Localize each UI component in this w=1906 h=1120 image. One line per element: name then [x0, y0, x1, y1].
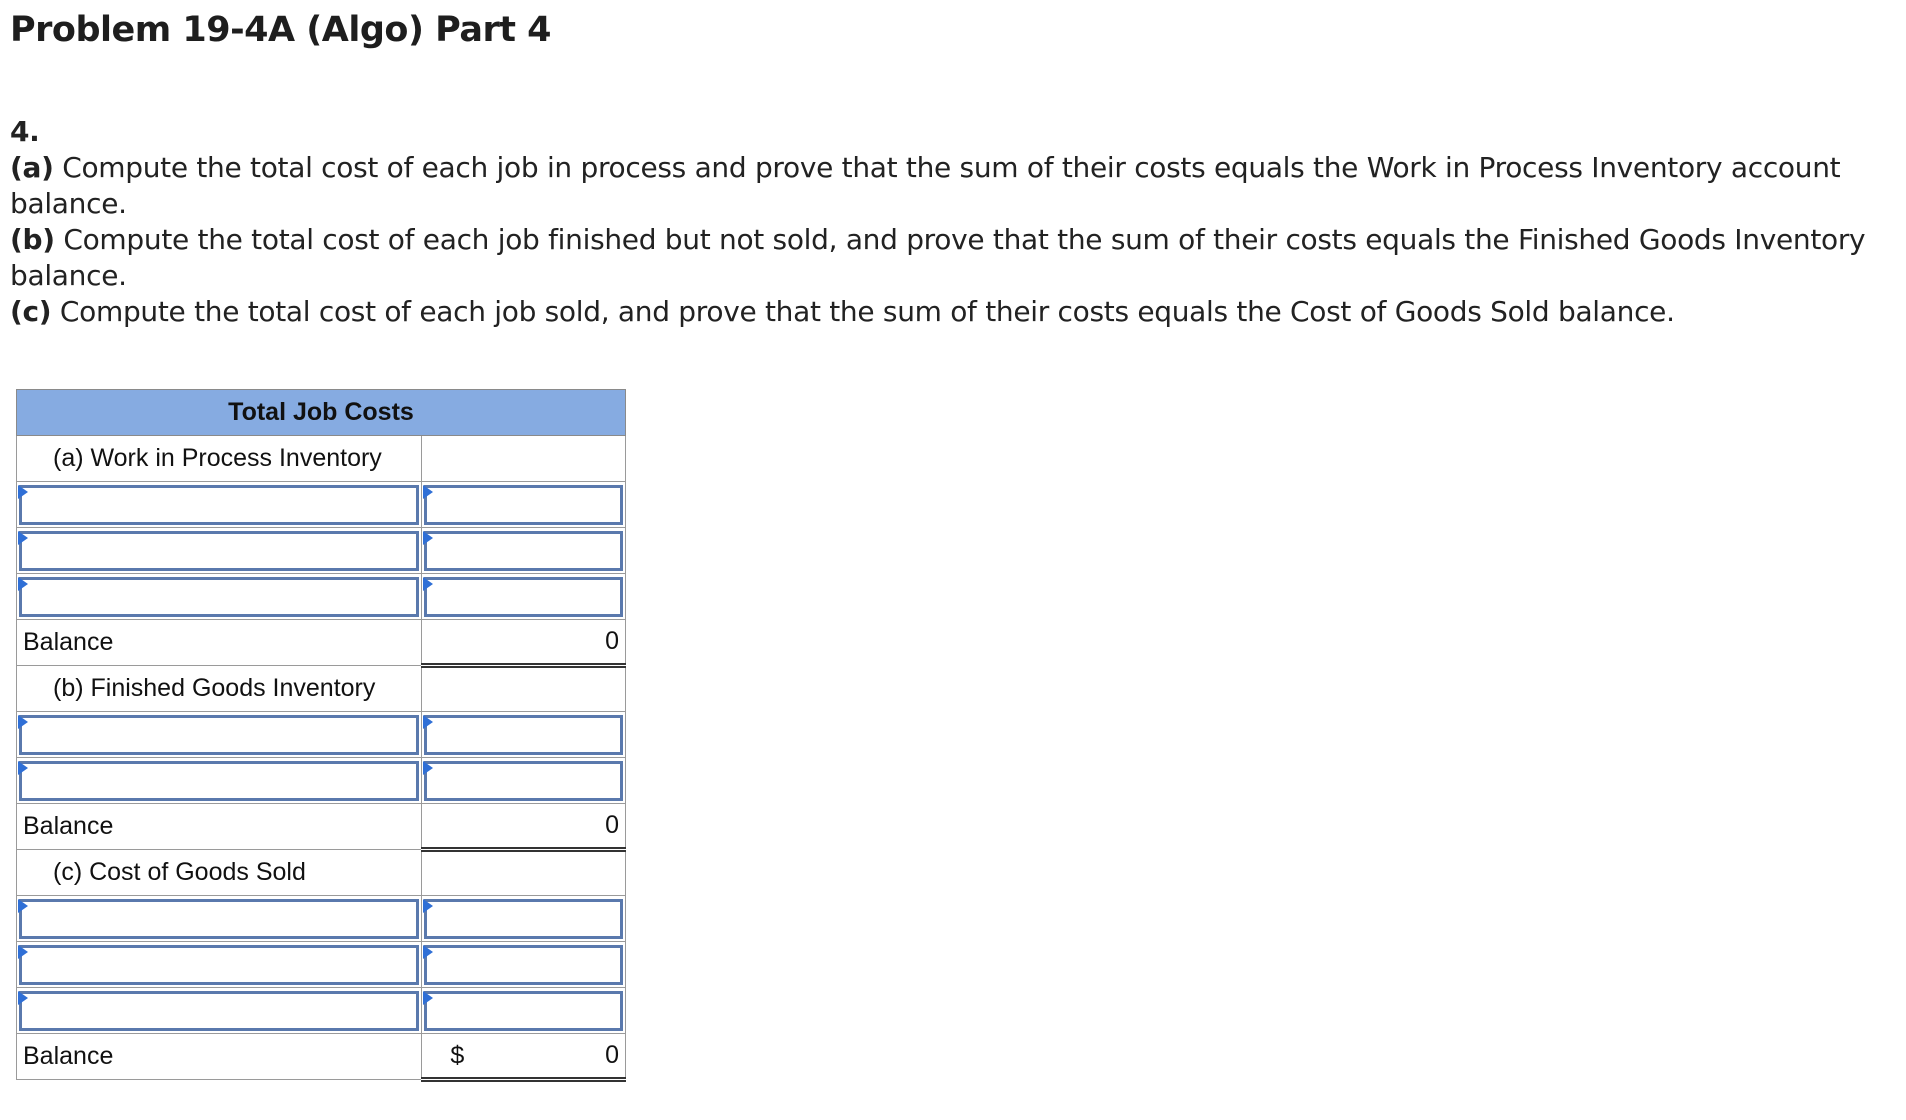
question-number: 4. [10, 115, 40, 148]
fg-balance-row [17, 804, 626, 850]
fg-section-blank [422, 666, 626, 712]
cogs-balance-value: 0 [605, 1041, 619, 1069]
instruction-b-label: (b) [10, 223, 55, 256]
cogs-section-label: (c) Cost of Goods Sold [17, 850, 422, 896]
cogs-section-blank [422, 850, 626, 896]
wip-balance-label: Balance [17, 620, 422, 666]
cogs-row-2 [17, 942, 626, 988]
dropdown-flag-icon [423, 899, 433, 913]
wip-job-input-2[interactable] [19, 531, 419, 571]
wip-amount-input-2[interactable] [424, 531, 623, 571]
fg-amount-input-1[interactable] [424, 715, 623, 755]
fg-row-1 [17, 712, 626, 758]
wip-section-row [17, 436, 626, 482]
instruction-b-text: Compute the total cost of each job finished but not sold, and prove that the sum of their costs equals the Finished Goods Inventory balance. [10, 223, 1866, 292]
total-job-costs-table [16, 389, 626, 1082]
wip-balance-value: 0 [422, 620, 626, 666]
cogs-job-input-1[interactable] [19, 899, 419, 939]
dropdown-flag-icon [18, 761, 28, 775]
cogs-section-row [17, 850, 626, 896]
table-header-row [17, 390, 626, 436]
fg-balance-value: 0 [422, 804, 626, 850]
instruction-a-text: Compute the total cost of each job in process and prove that the sum of their costs equals the Work in Process Inventory account balance. [10, 151, 1841, 220]
cogs-job-input-2[interactable] [19, 945, 419, 985]
fg-section-row [17, 666, 626, 712]
wip-section-label: (a) Work in Process Inventory [17, 436, 422, 482]
dropdown-flag-icon [18, 899, 28, 913]
dropdown-flag-icon [18, 577, 28, 591]
dropdown-flag-icon [18, 991, 28, 1005]
wip-section-blank [422, 436, 626, 482]
dropdown-flag-icon [423, 991, 433, 1005]
dropdown-flag-icon [423, 531, 433, 545]
dropdown-flag-icon [18, 715, 28, 729]
currency-symbol: $ [450, 1041, 465, 1069]
instruction-c [10, 294, 1900, 330]
instruction-a-label: (a) [10, 151, 54, 184]
fg-amount-input-2[interactable] [424, 761, 623, 801]
fg-job-input-1[interactable] [19, 715, 419, 755]
instruction-b [10, 222, 1900, 294]
dropdown-flag-icon [423, 761, 433, 775]
cogs-balance-label: Balance [17, 1034, 422, 1080]
instruction-c-text: Compute the total cost of each job sold, and prove that the sum of their costs equals the Cost of Goods Sold balance. [51, 295, 1675, 328]
wip-row-2 [17, 528, 626, 574]
dropdown-flag-icon [423, 945, 433, 959]
cogs-amount-input-1[interactable] [424, 899, 623, 939]
dropdown-flag-icon [423, 485, 433, 499]
wip-balance-row [17, 620, 626, 666]
instruction-a [10, 150, 1900, 222]
dropdown-flag-icon [18, 945, 28, 959]
dropdown-flag-icon [423, 577, 433, 591]
page-title: Problem 19-4A (Algo) Part 4 [10, 10, 551, 50]
cogs-row-3 [17, 988, 626, 1034]
wip-row-3 [17, 574, 626, 620]
wip-job-input-1[interactable] [19, 485, 419, 525]
fg-job-input-2[interactable] [19, 761, 419, 801]
wip-amount-input-1[interactable] [424, 485, 623, 525]
wip-job-input-3[interactable] [19, 577, 419, 617]
fg-section-label: (b) Finished Goods Inventory [17, 666, 422, 712]
fg-row-2 [17, 758, 626, 804]
wip-row-1 [17, 482, 626, 528]
cogs-row-1 [17, 896, 626, 942]
cogs-amount-input-2[interactable] [424, 945, 623, 985]
dropdown-flag-icon [18, 531, 28, 545]
instruction-c-label: (c) [10, 295, 52, 328]
fg-balance-label: Balance [17, 804, 422, 850]
table-header: Total Job Costs [17, 390, 626, 436]
cogs-amount-input-3[interactable] [424, 991, 623, 1031]
dropdown-flag-icon [423, 715, 433, 729]
instructions [10, 114, 1900, 330]
cogs-balance-row [17, 1034, 626, 1080]
cogs-balance-cell [422, 1034, 626, 1080]
dropdown-flag-icon [18, 485, 28, 499]
cogs-job-input-3[interactable] [19, 991, 419, 1031]
wip-amount-input-3[interactable] [424, 577, 623, 617]
